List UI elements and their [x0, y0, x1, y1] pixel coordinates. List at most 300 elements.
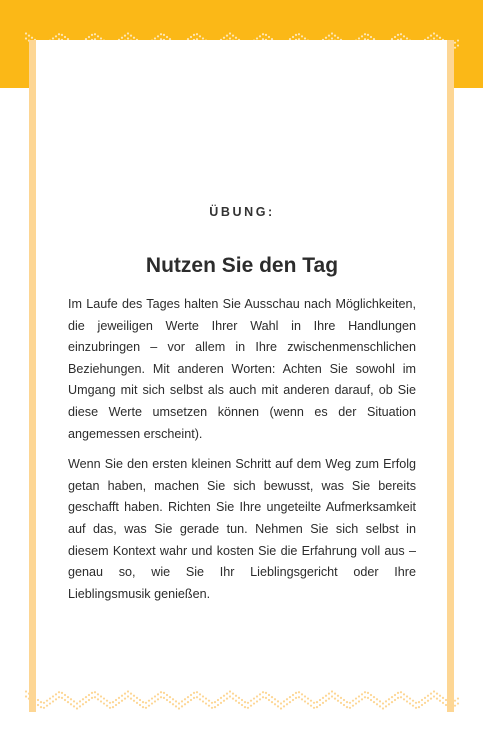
- zigzag-dot: [145, 707, 147, 709]
- zigzag-dot: [184, 703, 186, 705]
- zigzag-dot: [148, 700, 150, 702]
- zigzag-dot: [361, 698, 363, 700]
- zigzag-dot: [160, 696, 162, 698]
- zigzag-dot: [328, 35, 330, 37]
- zigzag-dot: [388, 698, 390, 700]
- zigzag-dot: [97, 693, 99, 695]
- zigzag-dot: [70, 703, 72, 705]
- paragraph-1: Im Laufe des Tages halten Sie Ausschau nach Möglichkeiten, die jeweiligen Werte Ihrer Wahl in Ihre Handlungen einzubringen – vor allem in Ihre zwischenmenschlichen Beziehungen. Mit anderen Worten: Achten Sie sowohl im Umgang mit sich selbst als auch mit anderen darauf, ob Sie diese Werte umsetzen können (wenn es der Situation angemessen erscheint).: [68, 297, 416, 441]
- zigzag-dot: [67, 701, 69, 703]
- zigzag-dot: [439, 695, 441, 697]
- zigzag-dot: [160, 33, 162, 35]
- zigzag-dot: [148, 705, 150, 707]
- zigzag-dot: [121, 700, 123, 702]
- zigzag-dot: [202, 695, 204, 697]
- zigzag-dot: [370, 694, 372, 696]
- zigzag-dot: [79, 700, 81, 702]
- zigzag-dot: [52, 695, 54, 697]
- zigzag-dot: [364, 696, 366, 698]
- zigzag-dot: [433, 690, 435, 692]
- zigzag-dot: [226, 693, 228, 695]
- zigzag-dot: [85, 701, 87, 703]
- zigzag-dot: [121, 695, 123, 697]
- zigzag-dot: [25, 37, 27, 39]
- zigzag-dot: [355, 702, 357, 704]
- zigzag-dot: [55, 693, 57, 695]
- zigzag-dot: [61, 34, 63, 36]
- zigzag-dot: [319, 699, 321, 701]
- zigzag-dot: [178, 702, 180, 704]
- zigzag-dot: [142, 701, 144, 703]
- exercise-title: Nutzen Sie den Tag: [145, 254, 339, 277]
- zigzag-dot: [157, 698, 159, 700]
- zigzag-dot: [229, 690, 231, 692]
- zigzag-dot: [232, 35, 234, 37]
- zigzag-dot: [343, 699, 345, 701]
- zigzag-dot: [49, 697, 51, 699]
- zigzag-dot: [313, 707, 315, 709]
- zigzag-dot: [340, 697, 342, 699]
- zigzag-dot: [127, 32, 129, 34]
- zigzag-dot: [46, 700, 48, 702]
- zigzag-dot: [238, 702, 240, 704]
- zigzag-dot: [457, 697, 459, 699]
- zigzag-dot: [196, 33, 198, 35]
- zigzag-dot: [454, 705, 456, 707]
- zigzag-dot: [307, 702, 309, 704]
- zigzag-dot: [403, 693, 405, 695]
- zigzag-dot: [28, 35, 30, 37]
- zigzag-dot: [103, 702, 105, 704]
- zigzag-dot: [337, 37, 339, 39]
- zigzag-dot: [379, 700, 381, 702]
- zigzag-dot: [97, 35, 99, 37]
- zigzag-dot: [169, 696, 171, 698]
- zigzag-dot: [316, 706, 318, 708]
- zigzag-dot: [229, 695, 231, 697]
- zigzag-dot: [64, 36, 66, 38]
- zigzag-dot: [250, 705, 252, 707]
- zigzag-dot: [184, 698, 186, 700]
- zigzag-dot: [82, 698, 84, 700]
- zigzag-dot: [427, 37, 429, 39]
- zigzag-dot: [388, 703, 390, 705]
- zigzag-dot: [400, 696, 402, 698]
- paragraph-2: Wenn Sie den ersten kleinen Schritt auf dem Weg zum Erfolg getan haben, machen Sie sich bewusst, was Sie bereits geschafft haben. Richten Sie Ihre ungeteilte Aufmerksamkeit auf das, was Sie gerade tun. Nehmen Sie sich selbst in diesem Kontext wahr und kosten Sie die Erfahrung voll aus – genau so, wie Sie Ihr Lieblingsgericht oder Ihre Lieblingsmusik genießen.: [68, 457, 416, 601]
- zigzag-dot: [391, 701, 393, 703]
- zigzag-dot: [166, 36, 168, 38]
- zigzag-dot: [364, 691, 366, 693]
- zigzag-dot: [367, 697, 369, 699]
- zigzag-dot: [427, 695, 429, 697]
- zigzag-dot: [217, 704, 219, 706]
- zigzag-dot: [181, 700, 183, 702]
- zigzag-dot: [25, 690, 27, 692]
- zigzag-dot: [430, 698, 432, 700]
- zigzag-dot: [154, 700, 156, 702]
- zigzag-dot: [133, 700, 135, 702]
- zigzag-dot: [127, 690, 129, 692]
- zigzag-dot: [241, 704, 243, 706]
- zigzag-dot: [163, 34, 165, 36]
- zigzag-dot: [352, 700, 354, 702]
- zigzag-dot: [322, 702, 324, 704]
- zigzag-dot: [277, 705, 279, 707]
- zigzag-dot: [349, 702, 351, 704]
- zigzag-dot: [268, 694, 270, 696]
- zigzag-dot: [139, 699, 141, 701]
- zigzag-dot: [292, 699, 294, 701]
- zigzag-dot: [223, 700, 225, 702]
- zigzag-dot: [190, 694, 192, 696]
- zigzag-dot: [259, 693, 261, 695]
- zigzag-dot: [106, 705, 108, 707]
- zigzag-dot: [385, 705, 387, 707]
- zigzag-dot: [94, 691, 96, 693]
- zigzag-dot: [430, 35, 432, 37]
- zigzag-dot: [313, 702, 315, 704]
- zigzag-dot: [295, 34, 297, 36]
- zigzag-dot: [70, 698, 72, 700]
- zigzag-dot: [46, 705, 48, 707]
- zigzag-dot: [190, 699, 192, 701]
- zigzag-dot: [118, 702, 120, 704]
- zigzag-dot: [304, 695, 306, 697]
- zigzag-dot: [412, 705, 414, 707]
- zigzag-dot: [424, 697, 426, 699]
- zigzag-dot: [415, 707, 417, 709]
- zigzag-dot: [157, 693, 159, 695]
- zigzag-dot: [205, 697, 207, 699]
- zigzag-dot: [418, 701, 420, 703]
- zigzag-dot: [373, 701, 375, 703]
- zigzag-dot: [199, 35, 201, 37]
- zigzag-dot: [358, 695, 360, 697]
- zigzag-dot: [301, 693, 303, 695]
- zigzag-dot: [355, 697, 357, 699]
- zigzag-dot: [40, 706, 42, 708]
- zigzag-dot: [52, 700, 54, 702]
- zigzag-dot: [259, 698, 261, 700]
- zigzag-dot: [40, 701, 42, 703]
- zigzag-dot: [364, 33, 366, 35]
- zigzag-dot: [193, 697, 195, 699]
- zigzag-dot: [151, 697, 153, 699]
- zigzag-dot: [310, 705, 312, 707]
- zigzag-dot: [196, 691, 198, 693]
- zigzag-dot: [334, 35, 336, 37]
- zigzag-dot: [262, 33, 264, 35]
- zigzag-dot: [295, 697, 297, 699]
- zigzag-dot: [397, 697, 399, 699]
- zigzag-dot: [457, 702, 459, 704]
- zigzag-dot: [454, 700, 456, 702]
- zigzag-dot: [289, 696, 291, 698]
- zigzag-dot: [94, 696, 96, 698]
- zigzag-dot: [244, 701, 246, 703]
- zigzag-dot: [436, 693, 438, 695]
- zigzag-dot: [286, 703, 288, 705]
- zigzag-dot: [286, 698, 288, 700]
- zigzag-dot: [202, 700, 204, 702]
- zigzag-dot: [409, 697, 411, 699]
- zigzag-dot: [193, 34, 195, 36]
- zigzag-dot: [61, 697, 63, 699]
- zigzag-dot: [124, 693, 126, 695]
- zigzag-dot: [43, 702, 45, 704]
- zigzag-dot: [160, 691, 162, 693]
- zigzag-dot: [145, 702, 147, 704]
- zigzag-dot: [223, 37, 225, 39]
- zigzag-dot: [376, 698, 378, 700]
- zigzag-dot: [280, 702, 282, 704]
- zigzag-dot: [301, 35, 303, 37]
- zigzag-dot: [133, 695, 135, 697]
- zigzag-dot: [415, 702, 417, 704]
- zigzag-dot: [88, 699, 90, 701]
- zigzag-dot: [262, 696, 264, 698]
- zigzag-dot: [163, 697, 165, 699]
- zigzag-dot: [442, 697, 444, 699]
- zigzag-dot: [382, 707, 384, 709]
- zigzag-dot: [241, 699, 243, 701]
- zigzag-dot: [82, 703, 84, 705]
- zigzag-dot: [337, 700, 339, 702]
- zigzag-dot: [220, 697, 222, 699]
- zigzag-dot: [334, 693, 336, 695]
- zigzag-dot: [25, 32, 27, 34]
- zigzag-dot: [418, 706, 420, 708]
- zigzag-dot: [37, 704, 39, 706]
- zigzag-dot: [349, 707, 351, 709]
- zigzag-dot: [256, 700, 258, 702]
- zigzag-dot: [385, 700, 387, 702]
- zigzag-dot: [199, 693, 201, 695]
- zigzag-dot: [340, 702, 342, 704]
- zigzag-dot: [124, 35, 126, 37]
- zigzag-dot: [283, 700, 285, 702]
- zigzag-dot: [166, 699, 168, 701]
- zigzag-dot: [88, 36, 90, 38]
- zigzag-dot: [238, 697, 240, 699]
- zigzag-dot: [394, 36, 396, 38]
- zigzag-dot: [343, 704, 345, 706]
- zigzag-dot: [142, 706, 144, 708]
- zigzag-dot: [334, 698, 336, 700]
- zigzag-dot: [37, 699, 39, 701]
- zigzag-dot: [214, 706, 216, 708]
- zigzag-dot: [193, 692, 195, 694]
- zigzag-dot: [454, 42, 456, 44]
- zigzag-dot: [406, 695, 408, 697]
- zigzag-dot: [439, 700, 441, 702]
- zigzag-dot: [325, 695, 327, 697]
- zigzag-dot: [391, 696, 393, 698]
- zigzag-dot: [244, 706, 246, 708]
- zigzag-dot: [322, 697, 324, 699]
- zigzag-dot: [64, 699, 66, 701]
- zigzag-dot: [235, 695, 237, 697]
- zigzag-dot: [115, 704, 117, 706]
- zigzag-dot: [295, 692, 297, 694]
- zigzag-dot: [199, 698, 201, 700]
- zigzag-dot: [172, 703, 174, 705]
- zigzag-dot: [115, 699, 117, 701]
- zigzag-dot: [328, 698, 330, 700]
- bottom-zigzag-ornament: [0, 688, 483, 712]
- zigzag-dot: [76, 702, 78, 704]
- zigzag-dot: [172, 698, 174, 700]
- zigzag-dot: [427, 700, 429, 702]
- zigzag-dot: [226, 35, 228, 37]
- zigzag-dot: [319, 704, 321, 706]
- zigzag-dot: [271, 701, 273, 703]
- zigzag-dot: [31, 37, 33, 39]
- zigzag-dot: [229, 32, 231, 34]
- zigzag-dot: [361, 35, 363, 37]
- zigzag-dot: [292, 694, 294, 696]
- zigzag-dot: [214, 701, 216, 703]
- zigzag-dot: [265, 692, 267, 694]
- zigzag-dot: [100, 695, 102, 697]
- zigzag-dot: [190, 36, 192, 38]
- exercise-body: [68, 294, 416, 614]
- zigzag-dot: [121, 37, 123, 39]
- zigzag-dot: [394, 694, 396, 696]
- zigzag-dot: [232, 698, 234, 700]
- zigzag-dot: [136, 697, 138, 699]
- zigzag-dot: [85, 696, 87, 698]
- zigzag-dot: [424, 702, 426, 704]
- zigzag-dot: [25, 695, 27, 697]
- zigzag-dot: [403, 698, 405, 700]
- zigzag-dot: [196, 696, 198, 698]
- zigzag-dot: [28, 698, 30, 700]
- zigzag-dot: [103, 697, 105, 699]
- zigzag-dot: [331, 690, 333, 692]
- zigzag-dot: [34, 702, 36, 704]
- zigzag-dot: [58, 691, 60, 693]
- zigzag-dot: [94, 33, 96, 35]
- zigzag-dot: [208, 700, 210, 702]
- zigzag-dot: [28, 693, 30, 695]
- zigzag-dot: [130, 693, 132, 695]
- zigzag-dot: [367, 34, 369, 36]
- zigzag-dot: [43, 707, 45, 709]
- zigzag-dot: [130, 698, 132, 700]
- zigzag-dot: [298, 33, 300, 35]
- zigzag-dot: [445, 699, 447, 701]
- zigzag-dot: [448, 701, 450, 703]
- zigzag-dot: [370, 36, 372, 38]
- zigzag-dot: [379, 705, 381, 707]
- zigzag-dot: [292, 36, 294, 38]
- zigzag-dot: [187, 696, 189, 698]
- zigzag-dot: [232, 693, 234, 695]
- zigzag-dot: [457, 39, 459, 41]
- zigzag-dot: [133, 37, 135, 39]
- zigzag-dot: [268, 36, 270, 38]
- zigzag-dot: [166, 694, 168, 696]
- zigzag-dot: [67, 696, 69, 698]
- zigzag-dot: [403, 35, 405, 37]
- zigzag-dot: [310, 700, 312, 702]
- zigzag-dot: [397, 692, 399, 694]
- zigzag-dot: [358, 700, 360, 702]
- zigzag-dot: [439, 37, 441, 39]
- zigzag-dot: [331, 695, 333, 697]
- zigzag-dot: [250, 700, 252, 702]
- zigzag-dot: [181, 705, 183, 707]
- zigzag-dot: [421, 704, 423, 706]
- zigzag-dot: [154, 695, 156, 697]
- zigzag-dot: [175, 700, 177, 702]
- zigzag-dot: [373, 696, 375, 698]
- zigzag-dot: [325, 37, 327, 39]
- zigzag-dot: [259, 35, 261, 37]
- zigzag-dot: [73, 700, 75, 702]
- zigzag-dot: [73, 705, 75, 707]
- zigzag-dot: [316, 701, 318, 703]
- zigzag-dot: [157, 35, 159, 37]
- zigzag-dot: [109, 707, 111, 709]
- zigzag-dot: [235, 700, 237, 702]
- zigzag-dot: [211, 707, 213, 709]
- zigzag-dot: [31, 695, 33, 697]
- zigzag-dot: [76, 707, 78, 709]
- zigzag-dot: [400, 33, 402, 35]
- zigzag-dot: [223, 695, 225, 697]
- zigzag-dot: [79, 705, 81, 707]
- zigzag-dot: [256, 695, 258, 697]
- zigzag-dot: [451, 702, 453, 704]
- zigzag-dot: [421, 699, 423, 701]
- zigzag-dot: [274, 703, 276, 705]
- zigzag-dot: [367, 692, 369, 694]
- zigzag-dot: [139, 704, 141, 706]
- zigzag-dot: [208, 705, 210, 707]
- zigzag-dot: [370, 699, 372, 701]
- zigzag-dot: [100, 700, 102, 702]
- zigzag-dot: [436, 35, 438, 37]
- zigzag-dot: [298, 691, 300, 693]
- zigzag-dot: [127, 695, 129, 697]
- zigzag-dot: [130, 35, 132, 37]
- zigzag-dot: [277, 700, 279, 702]
- zigzag-dot: [430, 693, 432, 695]
- zigzag-dot: [454, 47, 456, 49]
- zigzag-dot: [262, 691, 264, 693]
- zigzag-dot: [271, 696, 273, 698]
- zigzag-dot: [406, 700, 408, 702]
- zigzag-dot: [124, 698, 126, 700]
- zigzag-dot: [451, 707, 453, 709]
- zigzag-dot: [265, 697, 267, 699]
- zigzag-dot: [55, 698, 57, 700]
- zigzag-dot: [301, 698, 303, 700]
- zigzag-dot: [382, 702, 384, 704]
- zigzag-dot: [88, 694, 90, 696]
- zigzag-dot: [397, 34, 399, 36]
- zigzag-dot: [361, 693, 363, 695]
- zigzag-dot: [445, 704, 447, 706]
- zigzag-dot: [304, 700, 306, 702]
- zigzag-dot: [247, 707, 249, 709]
- zigzag-dot: [376, 703, 378, 705]
- zigzag-dot: [31, 700, 33, 702]
- zigzag-dot: [64, 694, 66, 696]
- zigzag-dot: [97, 698, 99, 700]
